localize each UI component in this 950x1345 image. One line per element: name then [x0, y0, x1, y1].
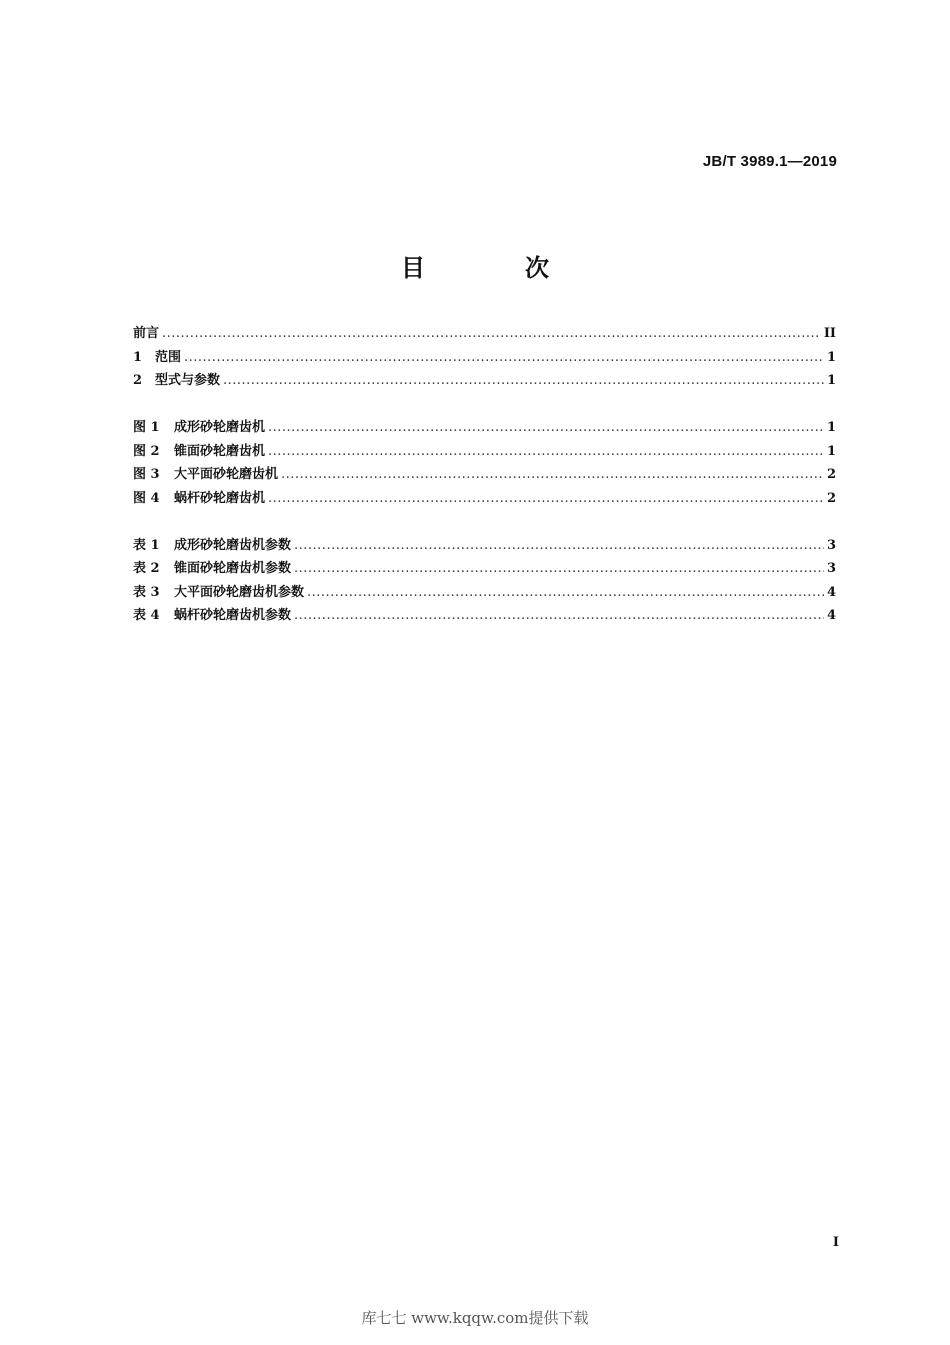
toc-entry-page: 4: [826, 608, 836, 623]
toc-entry-number: 1: [133, 349, 143, 365]
standard-code: JB/T 3989.1—2019: [702, 153, 837, 170]
toc-leader-dots: [294, 534, 824, 558]
toc-entry-page: 1: [826, 443, 836, 459]
toc-entry-label: 蜗杆砂轮磨齿机参数: [174, 608, 292, 623]
toc-leader-dots: [294, 557, 824, 581]
toc-leader-dots: [162, 322, 821, 346]
toc-leader-dots: [223, 369, 824, 393]
toc-entry-label: 锥面砂轮磨齿机: [174, 443, 266, 459]
toc-entry-figure-4[interactable]: [133, 487, 836, 511]
toc-entry-page: 4: [826, 584, 836, 600]
toc-entry-foreword[interactable]: [133, 322, 836, 346]
toc-leader-dots: [307, 581, 824, 605]
toc-entry-number: 图 2: [133, 443, 160, 459]
toc-entry-label: 大平面砂轮磨齿机: [174, 467, 279, 482]
toc-entry-number: 图 3: [133, 467, 160, 482]
toc-entry-figure-3[interactable]: [133, 463, 836, 487]
toc-entry-number: 表 4: [133, 608, 160, 623]
footer-watermark: 库七七 www.kqqw.com提供下载: [361, 1309, 589, 1327]
toc-entry-label: 成形砂轮磨齿机: [174, 420, 266, 435]
toc-entry-page: 3: [826, 537, 836, 553]
toc-leader-dots: [268, 440, 824, 464]
toc-entry-label: 范围: [155, 349, 182, 365]
toc-tables: [133, 534, 836, 628]
toc-entry-label: 大平面砂轮磨齿机参数: [174, 584, 305, 600]
toc-entry-figure-2[interactable]: [133, 440, 836, 464]
toc-entry-table-2[interactable]: [133, 557, 836, 581]
toc-entry-label: 锥面砂轮磨齿机参数: [174, 561, 292, 576]
toc-entry-page: 2: [826, 490, 836, 506]
toc-entry-page: 1: [826, 349, 836, 365]
toc-entry-page: 1: [826, 420, 836, 435]
toc-entry-label: 前言: [133, 326, 160, 341]
toc-entry-number: 图 4: [133, 490, 160, 506]
toc-sections: [133, 322, 836, 393]
toc-entry-number: 图 1: [133, 420, 160, 435]
toc-entry-page: II: [823, 326, 836, 341]
toc-entry-number: 表 2: [133, 561, 160, 576]
toc-entry-page: 2: [826, 467, 836, 482]
toc-entry-figure-1[interactable]: [133, 416, 836, 440]
toc-entry-page: 1: [826, 373, 836, 388]
toc-leader-dots: [294, 604, 824, 628]
toc-entry-types-params[interactable]: [133, 369, 836, 393]
page-title: 目 次: [401, 254, 587, 282]
toc-leader-dots: [268, 416, 824, 440]
toc-entry-table-4[interactable]: [133, 604, 836, 628]
toc-entry-label: 型式与参数: [155, 373, 221, 388]
toc-entry-page: 3: [826, 561, 836, 576]
toc-entry-number: 表 1: [133, 537, 160, 553]
toc-entry-number: 表 3: [133, 584, 160, 600]
table-of-contents: [133, 322, 836, 651]
toc-entry-table-3[interactable]: [133, 581, 836, 605]
toc-entry-table-1[interactable]: [133, 534, 836, 558]
toc-leader-dots: [184, 346, 824, 370]
toc-leader-dots: [268, 487, 824, 511]
toc-figures: [133, 416, 836, 510]
toc-entry-scope[interactable]: [133, 346, 836, 370]
page-number: I: [832, 1235, 839, 1250]
toc-leader-dots: [281, 463, 824, 487]
toc-entry-label: 蜗杆砂轮磨齿机: [174, 490, 266, 506]
toc-entry-number: 2: [133, 373, 143, 388]
toc-entry-label: 成形砂轮磨齿机参数: [174, 537, 292, 553]
